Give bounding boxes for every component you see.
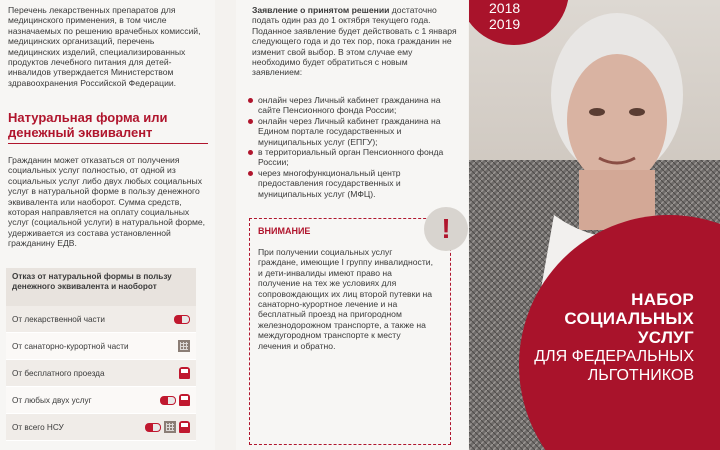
row-label: От бесплатного проезда <box>12 368 105 378</box>
intro-paragraph: Перечень лекарственных препаратов для медицинского применения, в том числе назначаемых по решению врачебных комиссий, медицинских организаций, перечень медицинских изделий, специализированных продуктов лечебного питания для детей-инвалидов утверждается Министерством здравоохранения Российской Федерации. <box>8 5 201 88</box>
train-icon <box>179 367 190 379</box>
table-header: Отказ от натуральной формы в пользу денежного эквивалента и наоборот <box>6 268 196 306</box>
row-label: От любых двух услуг <box>12 395 92 405</box>
submission-list <box>248 95 458 199</box>
building-icon <box>164 421 176 433</box>
body-paragraph: Гражданин может отказаться от получения социальных услуг полностью, от одной из социальных услуг либо двух любых социальных услуг в натуральной форме в пользу денежного эквивалента или наоборот. Сумма средств, которая направляется на оплату социальных услуг (социальной услуги) в натуральной форме, удерживается из состава установленной гражданину ЕДВ. <box>8 155 206 249</box>
heading-divider <box>8 143 208 144</box>
table-row <box>6 306 196 333</box>
row-label: От санаторно-курортной части <box>12 341 129 351</box>
pill-icon <box>160 396 176 405</box>
cover-title: НАБОР СОЦИАЛЬНЫХ УСЛУГ ДЛЯ ФЕДЕРАЛЬНЫХ ЛЬГОТНИКОВ <box>534 290 694 384</box>
train-icon <box>179 421 190 433</box>
list-item: в территориальный орган Пенсионного фонда России; <box>248 147 458 168</box>
pill-icon <box>145 423 161 432</box>
middle-column <box>236 0 468 450</box>
train-icon <box>179 394 190 406</box>
list-item: онлайн через Личный кабинет гражданина на сайте Пенсионного фонда России; <box>248 95 458 116</box>
exclamation-icon: ! <box>424 207 468 251</box>
lead-bold: Заявление о принятом решении <box>252 5 390 15</box>
cover-panel <box>469 0 720 450</box>
list-item: онлайн через Личный кабинет гражданина на Едином портале государственных и муниципальных услуг (ЕПГУ); <box>248 116 458 147</box>
lead-rest: достаточно подать один раз до 1 октября текущего года. Поданное заявление будет действовать с 1 января следующего года и до тех пор, пока гражданин не изменит свой выбор. В этом случае ему необходимо будет обратиться с новым заявлением: <box>252 5 457 78</box>
application-paragraph <box>252 5 458 78</box>
warning-title: ВНИМАНИЕ <box>258 226 311 236</box>
table-row <box>6 360 196 387</box>
year-end: 2019 <box>489 16 521 32</box>
table-row <box>6 414 196 441</box>
table-row <box>6 387 196 414</box>
section-heading: Натуральная форма или денежный эквивалент <box>8 110 168 140</box>
row-label: От лекарственной части <box>12 314 105 324</box>
row-label: От всего НСУ <box>12 422 64 432</box>
left-column <box>0 0 215 450</box>
refusal-table <box>6 268 196 441</box>
warning-box <box>249 213 451 445</box>
building-icon <box>178 340 190 352</box>
list-item: через многофункциональный центр предоставления государственных и муниципальных услуг (МФЦ). <box>248 168 458 199</box>
table-row <box>6 333 196 360</box>
year-start: 2018 <box>489 0 521 16</box>
warning-text: При получении социальных услуг граждане, имеющие I группу инвалидности, и дети-инвалиды имеют право на получение на тех же условиях для сопровождающих их лиц второй путевки на санаторно-курортное лечение и на бесплатный проезд на пригородном железнодорожном транспорте, а также на междугородном транспорте к месту лечения и обратно. <box>258 247 433 351</box>
pill-icon <box>174 315 190 324</box>
